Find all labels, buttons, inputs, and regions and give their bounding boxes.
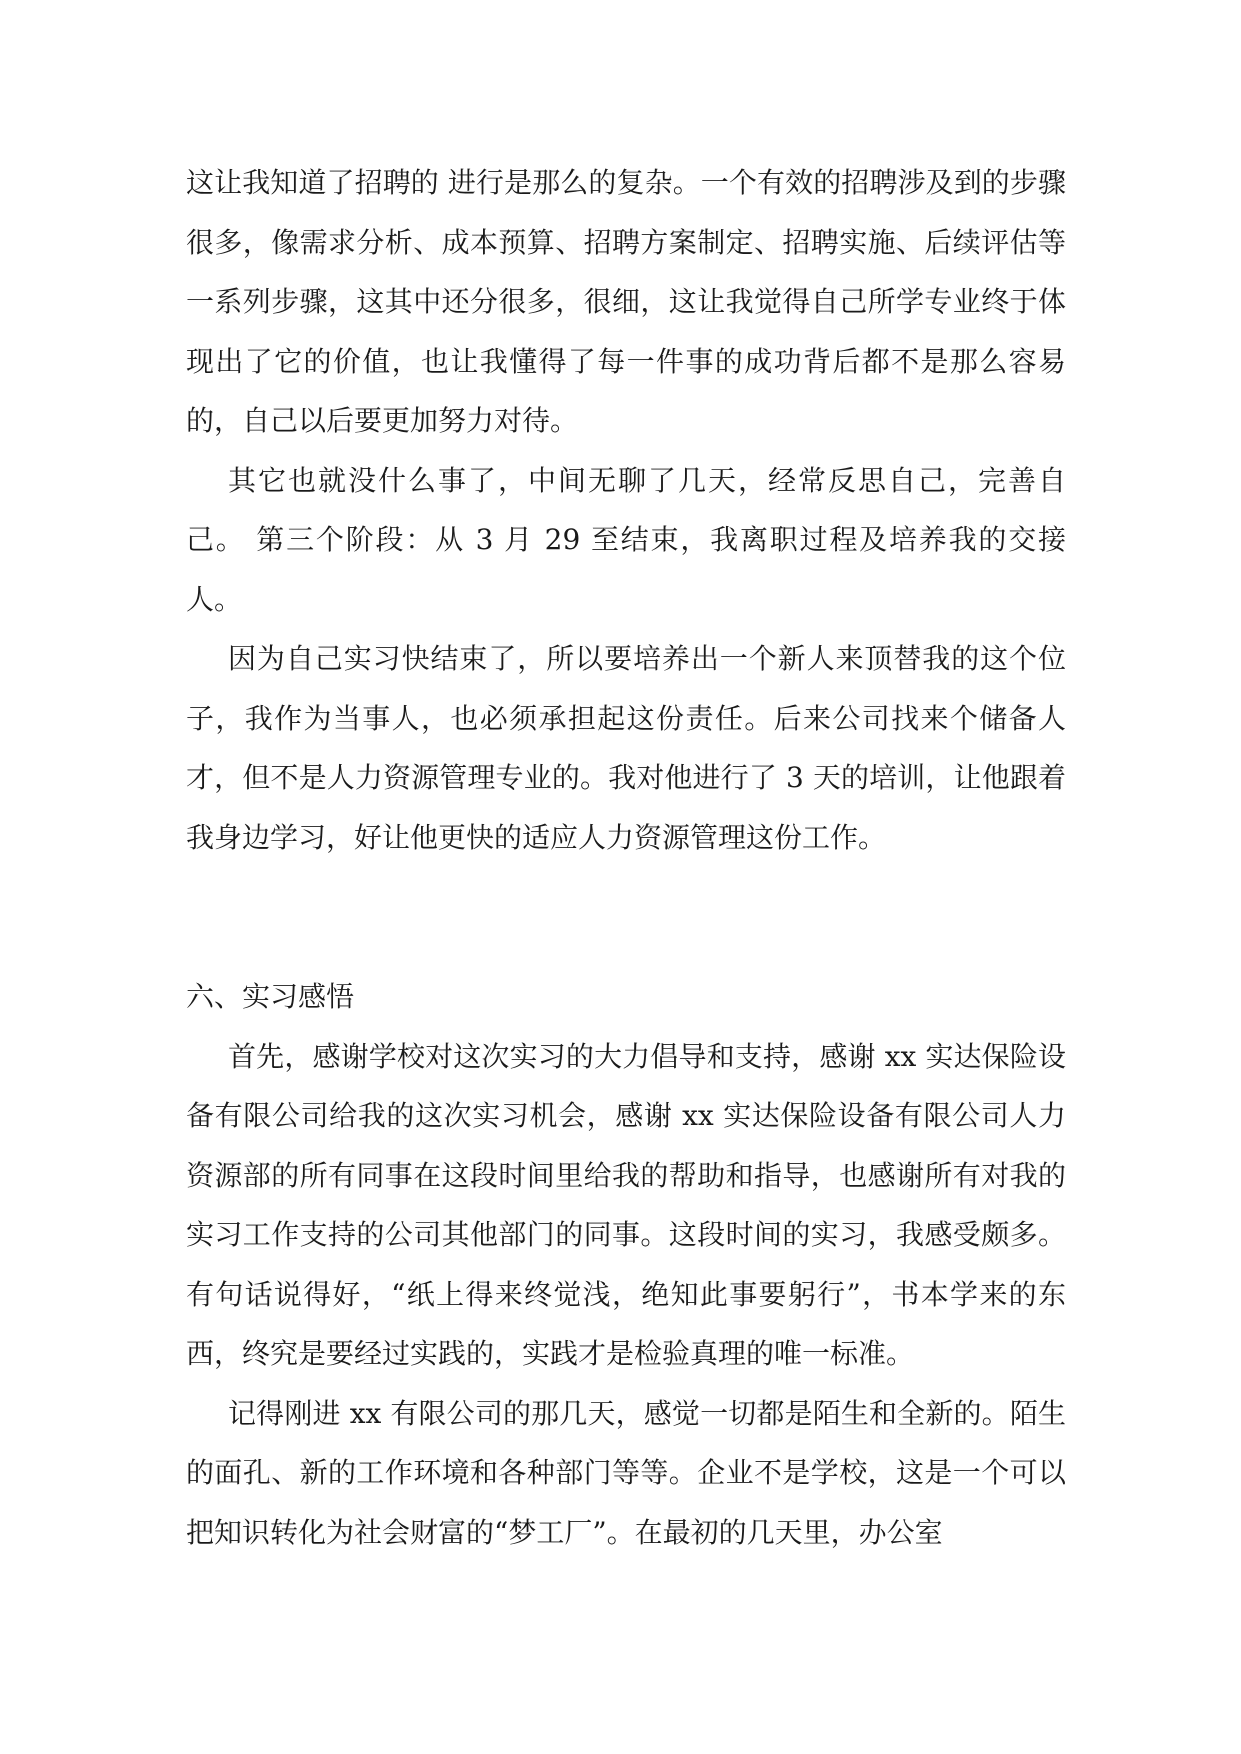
paragraph-training-successor: 因为自己实习快结束了，所以要培养出一个新人来顶替我的这个位子，我作为当事人，也必须承担起这份责任。后来公司找来个储备人才，但不是人力资源管理专业的。我对他进行了 3 天的培训，让他跟着我身边学习，好让他更快的适应人力资源管理这份工作。	[186, 642, 1066, 854]
section-spacer	[186, 867, 1066, 967]
section-heading: 六、实习感悟	[186, 980, 355, 1013]
paragraph-first-days: 记得刚进 xx 有限公司的那几天，感觉一切都是陌生和全新的。陌生的面孔、新的工作环境和各种部门等等。企业不是学校，这是一个可以把知识转化为社会财富的“梦工厂”。在最初的几天里，办公室	[186, 1396, 1066, 1549]
document-body	[186, 153, 1066, 1562]
paragraph-gratitude: 首先，感谢学校对这次实习的大力倡导和支持，感谢 xx 实达保险设备有限公司给我的这次实习机会，感谢 xx 实达保险设备有限公司人力资源部的所有同事在这段时间里给我的帮助和指导，也感谢所有对我的实习工作支持的公司其他部门的同事。这段时间的实习，我感受颇多。有句话说得好，“纸上得来终觉浅，绝知此事要躬行”，书本学来的东西，终究是要经过实践的，实践才是检验真理的唯一标准。	[186, 1039, 1066, 1370]
paragraph-third-stage: 其它也就没什么事了，中间无聊了几天，经常反思自己，完善自己。 第三个阶段：从 3 月 29 至结束，我离职过程及培养我的交接人。	[186, 463, 1066, 616]
paragraph-recruitment-complexity: 这让我知道了招聘的 进行是那么的复杂。一个有效的招聘涉及到的步骤很多，像需求分析、成本预算、招聘方案制定、招聘实施、后续评估等一系列步骤，这其中还分很多，很细，这让我觉得自己所学专业终于体现出了它的价值，也让我懂得了每一件事的成功背后都不是那么容易的，自己以后要更加努力对待。	[186, 166, 1066, 437]
